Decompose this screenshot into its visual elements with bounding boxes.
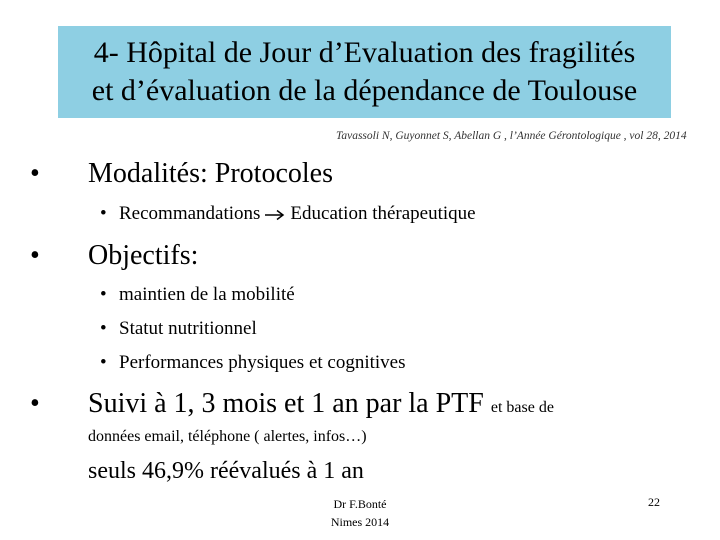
bullet-label: Objectifs:	[88, 240, 199, 271]
footer-author: Dr F.Bonté	[333, 497, 387, 511]
bullet-suivi	[30, 388, 554, 420]
bullet-label: Suivi à 1, 3 mois et 1 an par la PTF	[88, 388, 484, 419]
subitem-left: Recommandations	[119, 203, 261, 224]
result-text: seuls 46,9% réévalués à 1 an	[88, 458, 364, 484]
citation: Tavassoli N, Guyonnet S, Abellan G , l’Année Gérontologique , vol 28, 2014	[336, 130, 687, 142]
subitem-right: Education thérapeutique	[290, 203, 476, 224]
subitem-mobilite	[100, 284, 295, 306]
subitem-text: Performances physiques et cognitives	[119, 352, 406, 373]
bullet-dot: •	[30, 388, 40, 419]
subitem-performances	[100, 352, 406, 374]
bullet-dot: •	[30, 158, 40, 189]
slide-title-line-1: 4- Hôpital de Jour d’Evaluation des fragilités	[93, 36, 636, 69]
bullet-modalites	[30, 158, 333, 190]
subitem-text: Statut nutritionnel	[119, 318, 257, 339]
subitem-text: maintien de la mobilité	[119, 284, 295, 305]
bullet-label-tail: et base de	[490, 399, 554, 416]
bullet-dot: •	[100, 284, 107, 305]
subitem-nutrition	[100, 318, 257, 340]
bullet-dot: •	[100, 352, 107, 373]
arrow-right-icon	[264, 203, 286, 225]
bullet-label: Modalités: Protocoles	[88, 158, 333, 189]
footer-place-year: Nimes 2014	[330, 515, 390, 529]
bullet-dot: •	[30, 240, 40, 271]
slide-title-box	[58, 26, 671, 118]
bullet-dot: •	[100, 203, 107, 224]
bullet-objectifs	[30, 240, 198, 272]
continuation-text: données email, téléphone ( alertes, infos…)	[88, 428, 367, 445]
subitem-recommandations	[100, 203, 476, 225]
bullet-dot: •	[100, 318, 107, 339]
page-number: 22	[648, 495, 660, 509]
slide-title-line-2: et d’évaluation de la dépendance de Toulouse	[91, 74, 638, 107]
footer	[300, 495, 420, 531]
